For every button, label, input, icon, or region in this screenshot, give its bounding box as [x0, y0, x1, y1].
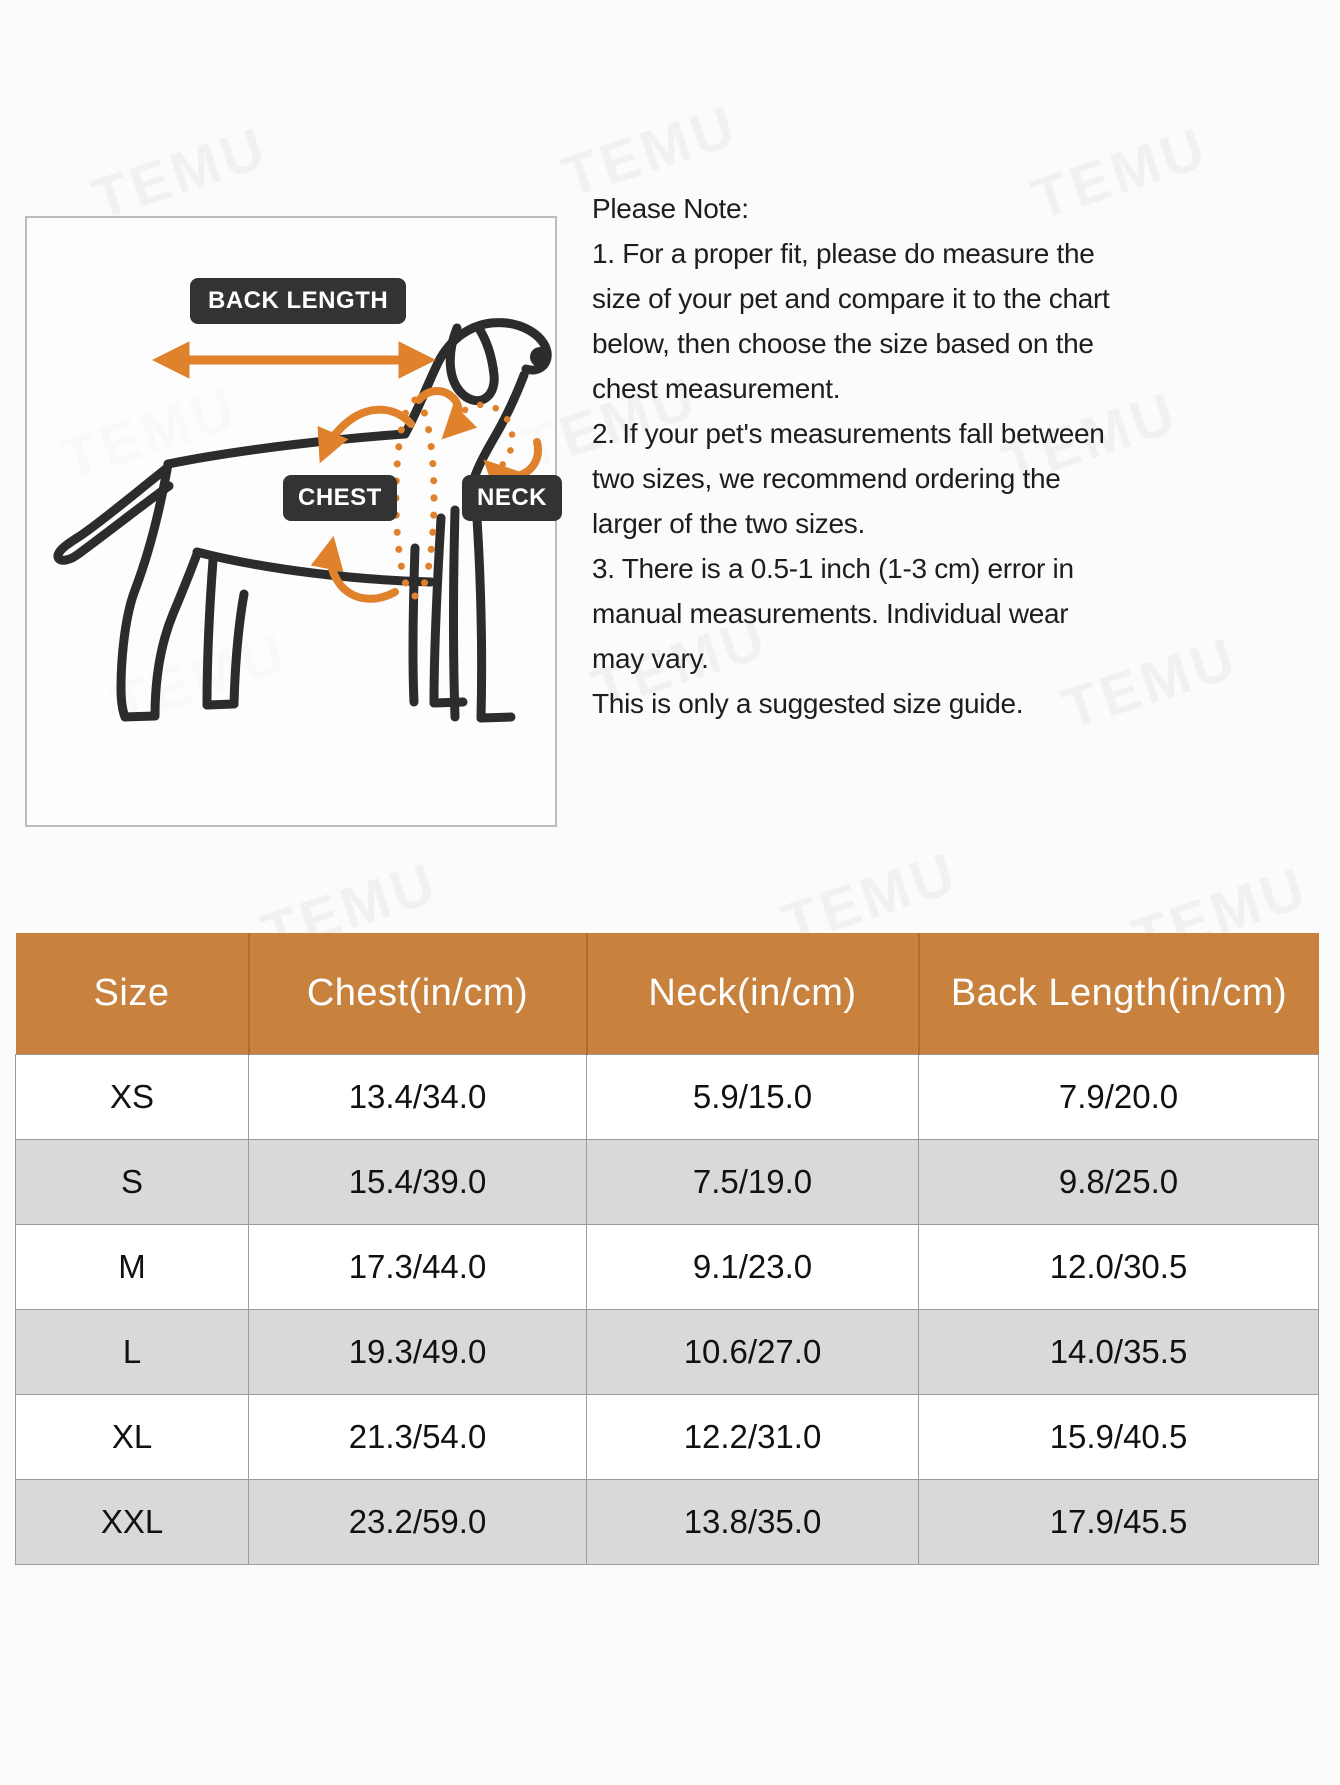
neck-arrow	[493, 442, 538, 477]
note-line-5: 2. If your pet's measurements fall between	[592, 418, 1105, 449]
back-length-cell: 17.9/45.5	[919, 1480, 1319, 1565]
chest-cell: 15.4/39.0	[249, 1140, 587, 1225]
note-line-11: This is only a suggested size guide.	[592, 688, 1024, 719]
neck-cell: 7.5/19.0	[587, 1140, 919, 1225]
note-line-10: may vary.	[592, 643, 709, 674]
neck-label: NECK	[462, 475, 562, 521]
note-line-9: manual measurements. Individual wear	[592, 598, 1069, 629]
note-line-3: below, then choose the size based on the	[592, 328, 1094, 359]
size-cell: XL	[16, 1395, 249, 1480]
neck-cell: 12.2/31.0	[587, 1395, 919, 1480]
back-length-label: BACK LENGTH	[190, 278, 406, 324]
size-cell: M	[16, 1225, 249, 1310]
size-cell: XXL	[16, 1480, 249, 1565]
column-header-size: Size	[16, 933, 249, 1055]
chest-cell: 21.3/54.0	[249, 1395, 587, 1480]
size-chart-table	[15, 933, 1319, 1565]
table-row-s	[16, 1140, 1319, 1225]
table-row-xxl	[16, 1480, 1319, 1565]
column-header-back-length: Back Length(in/cm)	[919, 933, 1319, 1055]
back-length-cell: 15.9/40.5	[919, 1395, 1319, 1480]
note-title: Please Note:	[592, 193, 749, 224]
back-length-cell: 14.0/35.5	[919, 1310, 1319, 1395]
table-row-xl	[16, 1395, 1319, 1480]
note-line-4: chest measurement.	[592, 373, 841, 404]
chest-cell: 19.3/49.0	[249, 1310, 587, 1395]
note-line-6: two sizes, we recommend ordering the	[592, 463, 1061, 494]
table-header-row	[16, 933, 1319, 1055]
dog-nose	[530, 347, 550, 367]
back-length-cell: 9.8/25.0	[919, 1140, 1319, 1225]
size-cell: L	[16, 1310, 249, 1395]
neck-cell: 10.6/27.0	[587, 1310, 919, 1395]
size-cell: XS	[16, 1055, 249, 1140]
chest-cell: 23.2/59.0	[249, 1480, 587, 1565]
measurement-diagram	[25, 216, 557, 827]
note-line-2: size of your pet and compare it to the chart	[592, 283, 1110, 314]
note-line-1: 1. For a proper fit, please do measure the	[592, 238, 1095, 269]
chest-label: CHEST	[283, 475, 397, 521]
note-section	[592, 186, 1232, 726]
chest-cell: 13.4/34.0	[249, 1055, 587, 1140]
table-row-m	[16, 1225, 1319, 1310]
back-length-cell: 7.9/20.0	[919, 1055, 1319, 1140]
neck-cell: 9.1/23.0	[587, 1225, 919, 1310]
table-row-xs	[16, 1055, 1319, 1140]
note-line-8: 3. There is a 0.5-1 inch (1-3 cm) error in	[592, 553, 1074, 584]
column-header-neck: Neck(in/cm)	[587, 933, 919, 1055]
chest-cell: 17.3/44.0	[249, 1225, 587, 1310]
table-row-l	[16, 1310, 1319, 1395]
neck-cell: 5.9/15.0	[587, 1055, 919, 1140]
neck-cell: 13.8/35.0	[587, 1480, 919, 1565]
column-header-chest: Chest(in/cm)	[249, 933, 587, 1055]
back-length-cell: 12.0/30.5	[919, 1225, 1319, 1310]
size-cell: S	[16, 1140, 249, 1225]
note-line-7: larger of the two sizes.	[592, 508, 865, 539]
